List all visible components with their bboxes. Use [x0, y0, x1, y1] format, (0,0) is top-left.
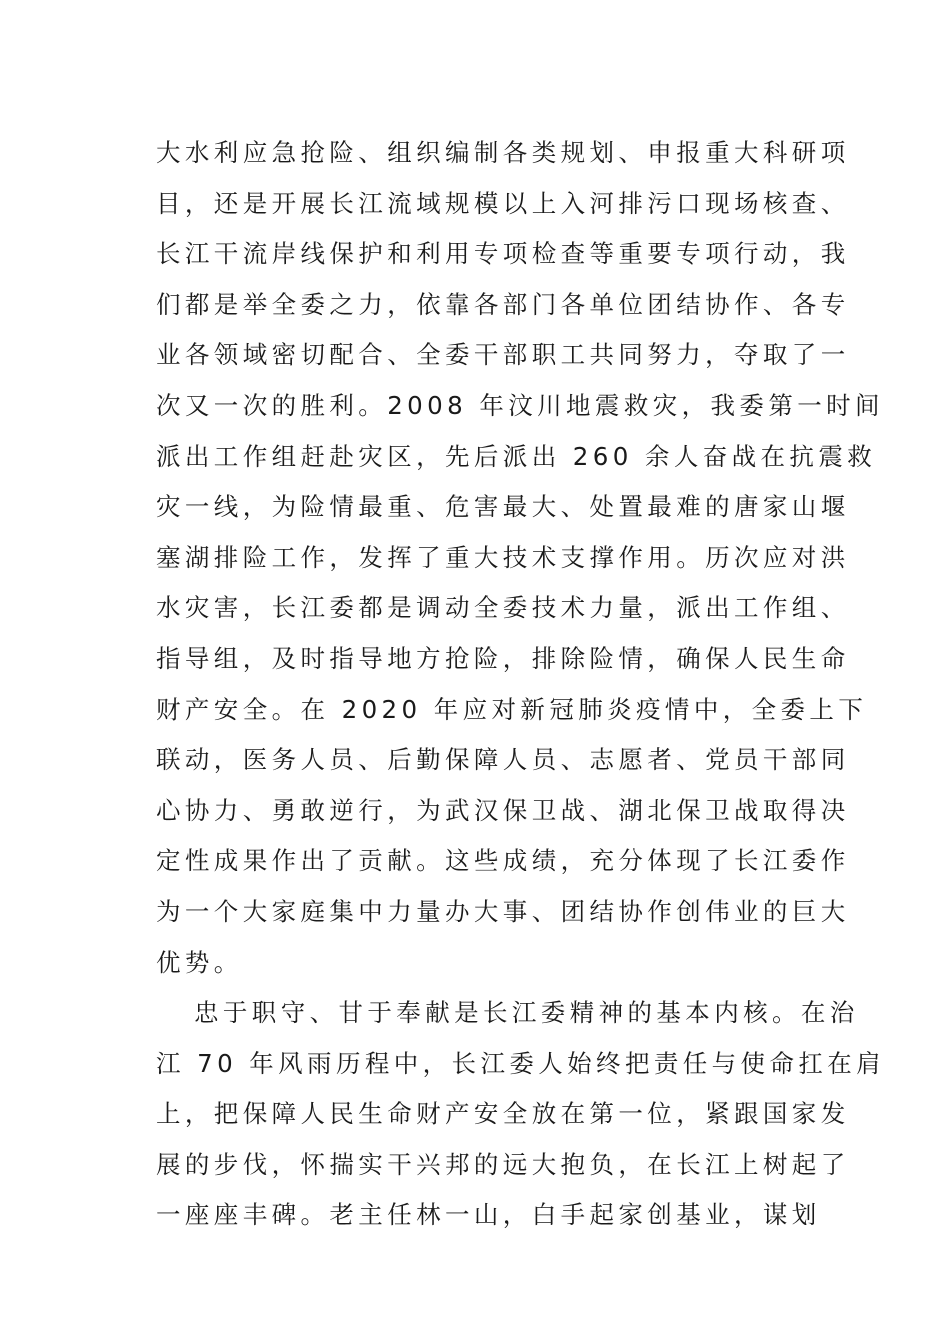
- text-line: 水灾害，长江委都是调动全委技术力量，派出工作组、: [156, 593, 850, 623]
- text-line: 为一个大家庭集中力量办大事、团结协作创伟业的巨大: [156, 896, 850, 926]
- text-line: 大水利应急抢险、组织编制各类规划、申报重大科研项: [156, 138, 850, 167]
- text-line: 灾一线，为险情最重、危害最大、处置最难的唐家山堰: [156, 492, 850, 522]
- text-line: 派出工作组赶赴灾区，先后派出 260 余人奋战在抗震救: [156, 441, 877, 471]
- text-line: 江 70 年风雨历程中，长江委人始终把责任与使命扛在肩: [156, 1048, 886, 1078]
- text-line: 上，把保障人民生命财产安全放在第一位，紧跟国家发: [156, 1099, 850, 1129]
- paragraph-start-line: 忠于职守、甘于奉献是长江委精神的基本内核。在治: [194, 998, 859, 1028]
- body-text: [156, 128, 886, 1241]
- text-line: 指导组，及时指导地方抢险，排除险情，确保人民生命: [156, 643, 850, 673]
- text-line: 联动，医务人员、后勤保障人员、志愿者、党员干部同: [156, 745, 850, 775]
- text-line: 展的步伐，怀揣实干兴邦的远大抱负，在长江上树起了: [156, 1149, 850, 1179]
- text-line: 业各领域密切配合、全委干部职工共同努力，夺取了一: [156, 340, 850, 370]
- text-line: 次又一次的胜利。2008 年汶川地震救灾，我委第一时间: [156, 390, 884, 420]
- text-line: 们都是举全委之力，依靠各部门各单位团结协作、各专: [156, 289, 850, 319]
- text-line: 塞湖排险工作，发挥了重大技术支撑作用。历次应对洪: [156, 542, 850, 572]
- text-line: 长江干流岸线保护和利用专项检查等重要专项行动，我: [156, 239, 850, 269]
- text-line: 一座座丰碑。老主任林一山，白手起家创基业，谋划: [156, 1200, 821, 1230]
- text-line: 心协力、勇敢逆行，为武汉保卫战、湖北保卫战取得决: [156, 795, 850, 825]
- text-line: 优势。: [156, 947, 243, 977]
- text-line: 财产安全。在 2020 年应对新冠肺炎疫情中，全委上下: [156, 694, 868, 724]
- text-line: 目，还是开展长江流域规模以上入河排污口现场核查、: [156, 188, 850, 218]
- text-line: 定性成果作出了贡献。这些成绩，充分体现了长江委作: [156, 846, 850, 876]
